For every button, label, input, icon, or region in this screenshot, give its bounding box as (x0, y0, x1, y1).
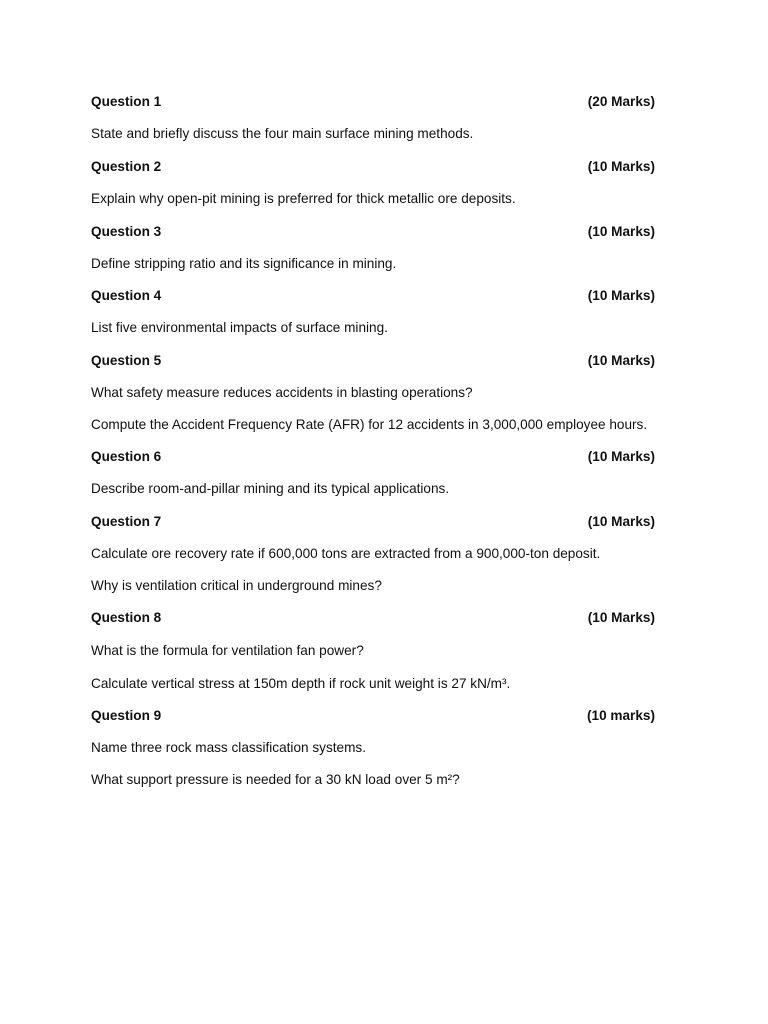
question-label: Question 9 (91, 708, 162, 723)
question-2-heading (91, 157, 655, 177)
question-8-text-b: Calculate vertical stress at 150m depth if rock unit weight is 27 kN/m³. (91, 676, 511, 691)
question-3-heading (91, 222, 655, 242)
question-7-text-a: Calculate ore recovery rate if 600,000 tons are extracted from a 900,000-ton deposit. (91, 546, 601, 561)
question-9-text-a: Name three rock mass classification systems. (91, 740, 366, 755)
question-label: Question 3 (91, 224, 162, 239)
question-marks: (10 Marks) (587, 449, 655, 464)
question-2-text: Explain why open-pit mining is preferred for thick metallic ore deposits. (91, 191, 516, 206)
question-marks: (10 Marks) (587, 514, 655, 529)
question-1-text: State and briefly discuss the four main surface mining methods. (91, 126, 474, 141)
question-label: Question 7 (91, 514, 162, 529)
question-marks: (10 Marks) (587, 159, 655, 174)
question-marks: (10 Marks) (587, 288, 655, 303)
question-9-text-b: What support pressure is needed for a 30 kN load over 5 m²? (91, 772, 460, 787)
question-5-text-b: Compute the Accident Frequency Rate (AFR) for 12 accidents in 3,000,000 employee hours. (91, 417, 648, 432)
question-label: Question 8 (91, 610, 162, 625)
question-marks: (20 Marks) (587, 94, 655, 109)
question-8-heading (91, 608, 655, 628)
question-9-heading (91, 706, 655, 726)
question-marks: (10 Marks) (587, 610, 655, 625)
question-label: Question 6 (91, 449, 162, 464)
question-marks: (10 marks) (586, 708, 655, 723)
question-7-text-b: Why is ventilation critical in underground mines? (91, 578, 382, 593)
question-7-heading (91, 512, 655, 532)
question-label: Question 2 (91, 159, 162, 174)
question-3-text: Define stripping ratio and its significance in mining. (91, 256, 397, 271)
question-6-text: Describe room-and-pillar mining and its typical applications. (91, 481, 450, 496)
question-marks: (10 Marks) (587, 224, 655, 239)
question-8-text-a: What is the formula for ventilation fan power? (91, 643, 364, 658)
question-label: Question 5 (91, 353, 162, 368)
question-label: Question 1 (91, 94, 162, 109)
question-4-heading (91, 286, 655, 306)
question-1-heading (91, 92, 655, 112)
question-marks: (10 Marks) (587, 353, 655, 368)
question-4-text: List five environmental impacts of surface mining. (91, 320, 388, 335)
question-5-heading (91, 351, 655, 371)
question-label: Question 4 (91, 288, 162, 303)
question-6-heading (91, 447, 655, 467)
question-5-text-a: What safety measure reduces accidents in blasting operations? (91, 385, 473, 400)
